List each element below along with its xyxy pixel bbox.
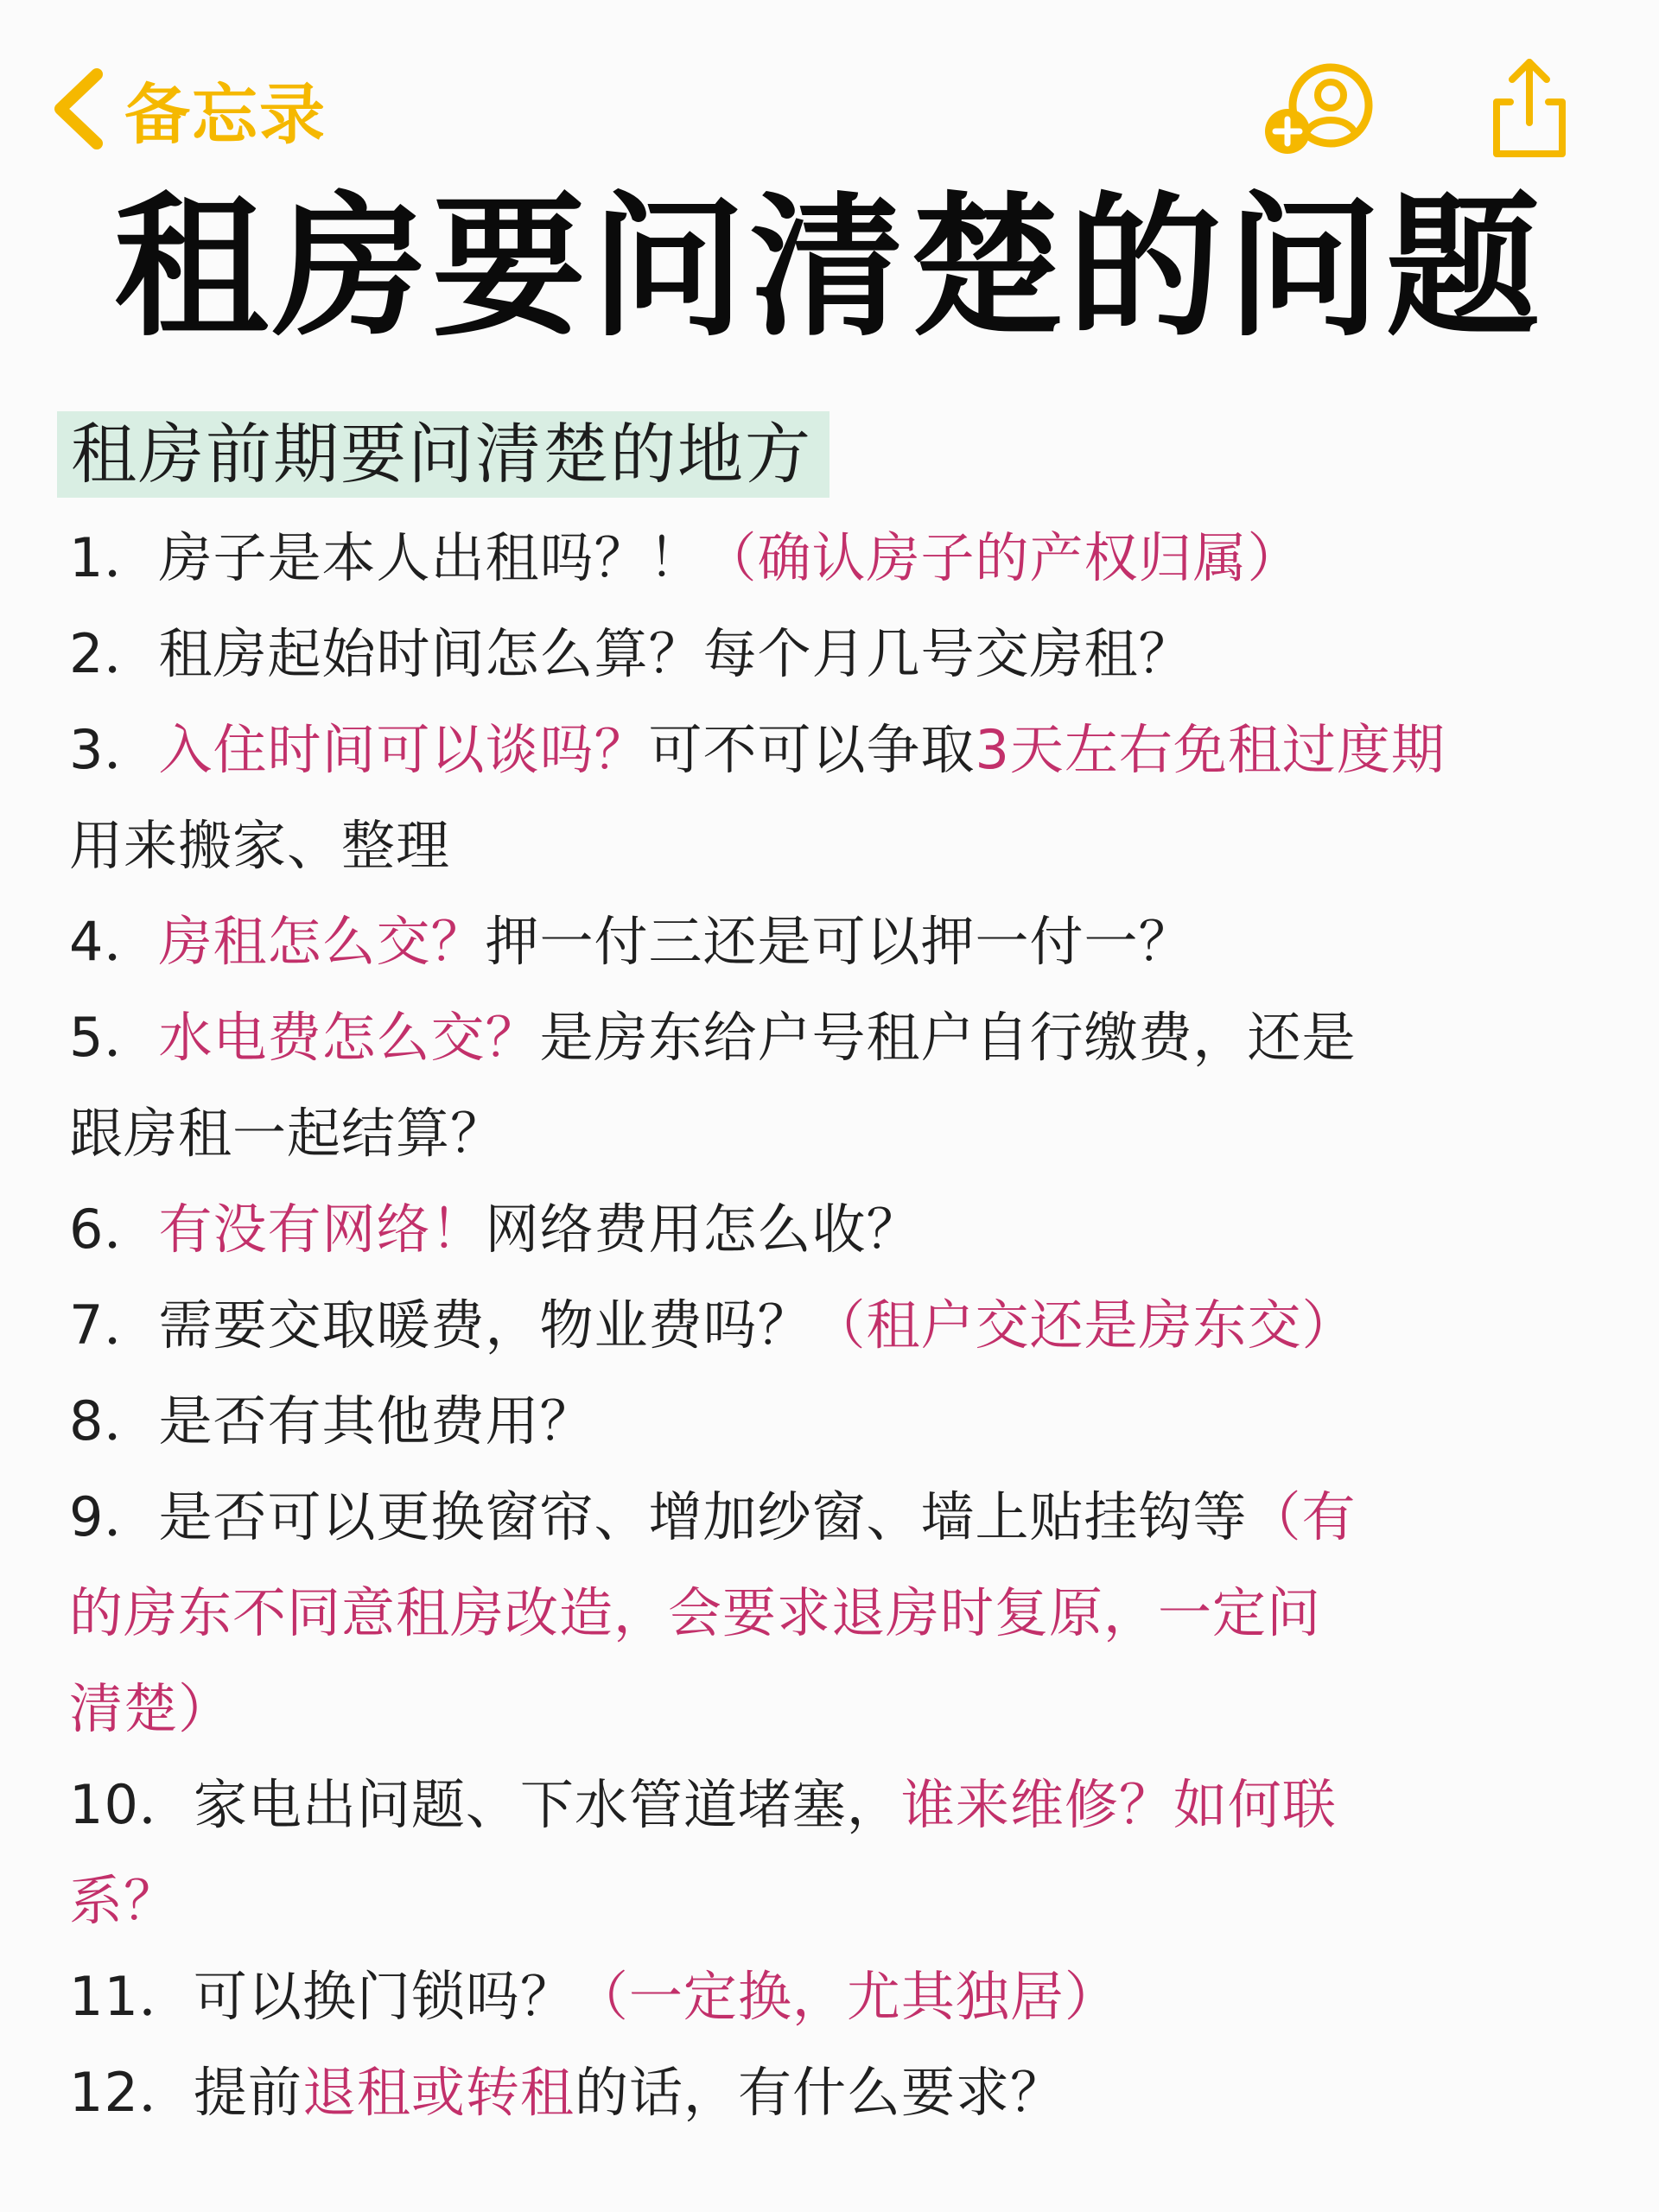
list-item — [69, 1373, 1573, 1469]
list-item — [69, 606, 1573, 702]
item-number: 5． — [69, 1006, 159, 1069]
back-label: 备忘录 — [124, 75, 327, 153]
section-heading: 租房前期要问清楚的地方 — [57, 411, 830, 498]
item-text: 需要交取暖费，物业费吗？ — [158, 1294, 812, 1357]
item-text: 可不可以争取 — [648, 718, 976, 781]
item-number: 3． — [69, 718, 159, 781]
chevron-left-icon — [48, 66, 109, 152]
item-number: 12． — [69, 2061, 194, 2124]
item-number: 4． — [69, 910, 159, 973]
back-button[interactable] — [48, 57, 327, 161]
list-item — [69, 1181, 1573, 1277]
item-highlight: （有 — [1247, 1485, 1357, 1548]
share-export-icon[interactable] — [1488, 54, 1571, 161]
item-highlight: 有没有网络！ — [158, 1198, 486, 1261]
nav-bar — [0, 0, 1659, 173]
item-text: 房子是本人出租吗？！ — [158, 526, 703, 589]
question-list — [69, 510, 1573, 2140]
list-item — [69, 2044, 1573, 2140]
list-item — [69, 510, 1573, 606]
item-text: 是否有其他费用？ — [158, 1389, 594, 1452]
item-highlight: 系？ — [69, 1869, 179, 1932]
item-number: 8． — [69, 1389, 159, 1452]
item-highlight: 谁来维修？如何联 — [900, 1773, 1337, 1836]
item-highlight: 清楚） — [69, 1677, 233, 1740]
item-text: 租房起始时间怎么算？每个月几号交房租？ — [158, 622, 1193, 685]
item-text: 跟房租一起结算？ — [69, 1102, 505, 1165]
item-text: 是房东给户号租户自行缴费，还是 — [539, 1006, 1357, 1069]
add-person-icon[interactable] — [1263, 60, 1377, 157]
item-highlight: 入住时间可以谈吗？ — [158, 718, 649, 781]
item-text: 是否可以更换窗帘、增加纱窗、墙上贴挂钩等 — [158, 1485, 1248, 1548]
item-highlight: 房租怎么交？ — [158, 910, 486, 973]
item-number: 6． — [69, 1198, 159, 1261]
item-number: 9． — [69, 1485, 159, 1548]
item-highlight: （一定换，尤其独居） — [574, 1965, 1119, 2028]
item-text: 押一付三还是可以押一付一？ — [485, 910, 1193, 973]
item-text: 提前 — [193, 2061, 302, 2124]
list-item — [69, 989, 1573, 1181]
list-item — [69, 702, 1573, 893]
item-text: 可以换门锁吗？ — [193, 1965, 575, 2028]
item-text: 家电出问题、下水管道堵塞， — [193, 1773, 901, 1836]
item-number: 10． — [69, 1773, 194, 1836]
item-number: 2． — [69, 622, 159, 685]
item-number: 11． — [69, 1965, 194, 2028]
item-highlight: 退租或转租 — [302, 2061, 575, 2124]
item-highlight: 3天左右免租过度期 — [975, 718, 1446, 781]
list-item — [69, 1948, 1573, 2044]
list-item — [69, 1757, 1573, 1948]
item-number: 1． — [69, 526, 159, 589]
item-text: 的话，有什么要求？ — [574, 2061, 1065, 2124]
item-text: 用来搬家、整理 — [69, 814, 451, 877]
item-text: 网络费用怎么收？ — [485, 1198, 921, 1261]
item-highlight: （确认房子的产权归属） — [702, 526, 1302, 589]
item-highlight: 的房东不同意租房改造，会要求退房时复原，一定问 — [69, 1581, 1322, 1644]
list-item — [69, 1469, 1573, 1757]
item-number: 7． — [69, 1294, 159, 1357]
item-highlight: 水电费怎么交？ — [158, 1006, 540, 1069]
list-item — [69, 893, 1573, 989]
item-highlight: （租户交还是房东交） — [811, 1294, 1357, 1357]
page-title: 租房要问清楚的问题 — [114, 178, 1545, 357]
list-item — [69, 1277, 1573, 1373]
